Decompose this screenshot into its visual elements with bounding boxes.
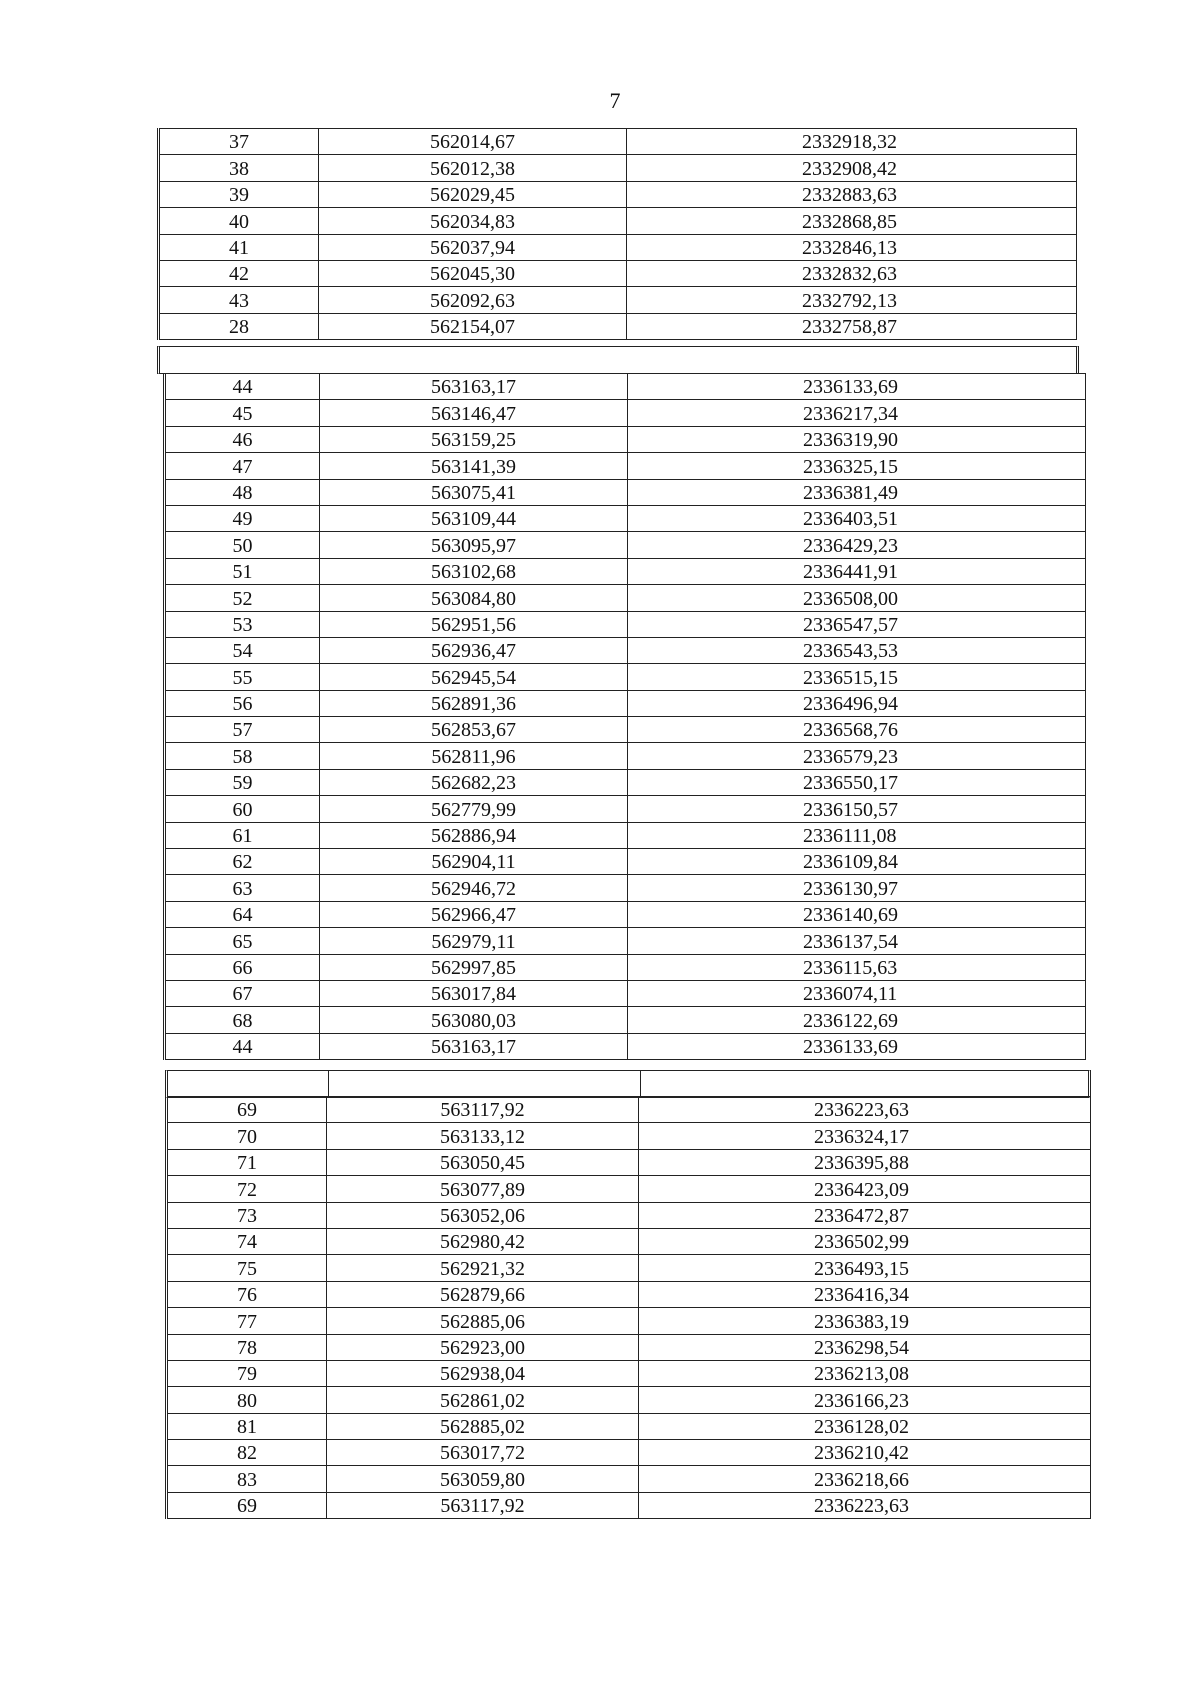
- y-coordinate-cell: 2336383,19: [639, 1308, 1091, 1334]
- table-row: [165, 743, 1086, 769]
- table-row: [165, 849, 1086, 875]
- table-row: [167, 1176, 1091, 1202]
- x-coordinate-cell: 562966,47: [320, 901, 628, 927]
- point-number-cell: 68: [165, 1007, 320, 1033]
- point-number-cell: 47: [165, 453, 320, 479]
- point-number-cell: 57: [165, 717, 320, 743]
- y-coordinate-cell: 2336218,66: [639, 1466, 1091, 1492]
- x-coordinate-cell: 563052,06: [327, 1202, 639, 1228]
- y-coordinate-cell: 2332918,32: [627, 129, 1077, 155]
- point-number-cell: 58: [165, 743, 320, 769]
- x-coordinate-cell: 563146,47: [320, 400, 628, 426]
- x-coordinate-cell: 563084,80: [320, 585, 628, 611]
- y-coordinate-cell: 2336423,09: [639, 1176, 1091, 1202]
- point-number-cell: 62: [165, 849, 320, 875]
- table-row: [165, 453, 1086, 479]
- table-separator-row: [157, 346, 1079, 374]
- point-number-cell: 55: [165, 664, 320, 690]
- x-coordinate-cell: 563075,41: [320, 479, 628, 505]
- point-number-cell: 52: [165, 585, 320, 611]
- y-coordinate-cell: 2336502,99: [639, 1228, 1091, 1254]
- table-row: [165, 717, 1086, 743]
- point-number-cell: 60: [165, 796, 320, 822]
- x-coordinate-cell: 562980,42: [327, 1228, 639, 1254]
- y-coordinate-cell: 2336403,51: [628, 505, 1086, 531]
- y-coordinate-cell: 2336472,87: [639, 1202, 1091, 1228]
- table-row: [165, 374, 1086, 400]
- point-number-cell: 51: [165, 558, 320, 584]
- point-number-cell: 79: [167, 1360, 327, 1386]
- table-row: [167, 1387, 1091, 1413]
- x-coordinate-cell: 562012,38: [319, 155, 627, 181]
- point-number-cell: 63: [165, 875, 320, 901]
- table-row: [167, 1334, 1091, 1360]
- table-row: [159, 181, 1077, 207]
- x-coordinate-cell: 562891,36: [320, 690, 628, 716]
- table-row: [165, 479, 1086, 505]
- y-coordinate-cell: 2336133,69: [628, 374, 1086, 400]
- point-number-cell: 48: [165, 479, 320, 505]
- x-coordinate-cell: 562861,02: [327, 1387, 639, 1413]
- table-row: [165, 690, 1086, 716]
- point-number-cell: 43: [159, 287, 319, 313]
- point-number-cell: 82: [167, 1440, 327, 1466]
- y-coordinate-cell: 2336128,02: [639, 1413, 1091, 1439]
- x-coordinate-cell: 562682,23: [320, 769, 628, 795]
- table-row: [167, 1123, 1091, 1149]
- x-coordinate-cell: 562045,30: [319, 260, 627, 286]
- y-coordinate-cell: 2336515,15: [628, 664, 1086, 690]
- table-row: [165, 1007, 1086, 1033]
- y-coordinate-cell: 2336166,23: [639, 1387, 1091, 1413]
- point-number-cell: 66: [165, 954, 320, 980]
- table-row: [167, 1466, 1091, 1492]
- point-number-cell: 65: [165, 928, 320, 954]
- x-coordinate-cell: 562921,32: [327, 1255, 639, 1281]
- table-row: [165, 532, 1086, 558]
- point-number-cell: 44: [165, 374, 320, 400]
- y-coordinate-cell: 2336508,00: [628, 585, 1086, 611]
- x-coordinate-cell: 562936,47: [320, 637, 628, 663]
- coordinates-table-block-2: [163, 373, 1086, 1060]
- y-coordinate-cell: 2336324,17: [639, 1123, 1091, 1149]
- x-coordinate-cell: 562923,00: [327, 1334, 639, 1360]
- point-number-cell: 74: [167, 1228, 327, 1254]
- point-number-cell: 41: [159, 234, 319, 260]
- y-coordinate-cell: 2336140,69: [628, 901, 1086, 927]
- table-row: [165, 954, 1086, 980]
- point-number-cell: 37: [159, 129, 319, 155]
- point-number-cell: 59: [165, 769, 320, 795]
- y-coordinate-cell: 2336130,97: [628, 875, 1086, 901]
- x-coordinate-cell: 563163,17: [320, 1033, 628, 1059]
- table-row: [167, 1149, 1091, 1175]
- y-coordinate-cell: 2336115,63: [628, 954, 1086, 980]
- y-coordinate-cell: 2336381,49: [628, 479, 1086, 505]
- x-coordinate-cell: 562779,99: [320, 796, 628, 822]
- y-coordinate-cell: 2336298,54: [639, 1334, 1091, 1360]
- table-row: [167, 1281, 1091, 1307]
- coordinates-table-block-3: [165, 1096, 1091, 1519]
- table-row: [165, 875, 1086, 901]
- x-coordinate-cell: 562154,07: [319, 313, 627, 339]
- table-row: [165, 928, 1086, 954]
- table-row: [159, 313, 1077, 339]
- table-row: [165, 505, 1086, 531]
- point-number-cell: 61: [165, 822, 320, 848]
- x-coordinate-cell: 562979,11: [320, 928, 628, 954]
- table-row: [159, 155, 1077, 181]
- x-coordinate-cell: 562029,45: [319, 181, 627, 207]
- table-row: [167, 1255, 1091, 1281]
- point-number-cell: 81: [167, 1413, 327, 1439]
- point-number-cell: 44: [165, 1033, 320, 1059]
- y-coordinate-cell: 2336223,63: [639, 1097, 1091, 1123]
- point-number-cell: 56: [165, 690, 320, 716]
- point-number-cell: 76: [167, 1281, 327, 1307]
- x-coordinate-cell: 562946,72: [320, 875, 628, 901]
- x-coordinate-cell: 563117,92: [327, 1097, 639, 1123]
- y-coordinate-cell: 2332792,13: [627, 287, 1077, 313]
- y-coordinate-cell: 2336496,94: [628, 690, 1086, 716]
- y-coordinate-cell: 2336074,11: [628, 980, 1086, 1006]
- x-coordinate-cell: 562014,67: [319, 129, 627, 155]
- point-number-cell: 54: [165, 637, 320, 663]
- x-coordinate-cell: 562945,54: [320, 664, 628, 690]
- table-row: [167, 1097, 1091, 1123]
- x-coordinate-cell: 562034,83: [319, 208, 627, 234]
- table-row: [159, 234, 1077, 260]
- y-coordinate-cell: 2336217,34: [628, 400, 1086, 426]
- y-coordinate-cell: 2336210,42: [639, 1440, 1091, 1466]
- x-coordinate-cell: 562938,04: [327, 1360, 639, 1386]
- point-number-cell: 69: [167, 1097, 327, 1123]
- point-number-cell: 72: [167, 1176, 327, 1202]
- x-coordinate-cell: 563102,68: [320, 558, 628, 584]
- table-row: [165, 558, 1086, 584]
- y-coordinate-cell: 2336150,57: [628, 796, 1086, 822]
- y-coordinate-cell: 2336416,34: [639, 1281, 1091, 1307]
- y-coordinate-cell: 2336547,57: [628, 611, 1086, 637]
- y-coordinate-cell: 2336429,23: [628, 532, 1086, 558]
- table-row: [165, 611, 1086, 637]
- y-coordinate-cell: 2336550,17: [628, 769, 1086, 795]
- x-coordinate-cell: 562886,94: [320, 822, 628, 848]
- table-row: [165, 426, 1086, 452]
- x-coordinate-cell: 563163,17: [320, 374, 628, 400]
- x-coordinate-cell: 563017,72: [327, 1440, 639, 1466]
- x-coordinate-cell: 563159,25: [320, 426, 628, 452]
- y-coordinate-cell: 2332846,13: [627, 234, 1077, 260]
- table-row: [167, 1308, 1091, 1334]
- table-row: [165, 1033, 1086, 1059]
- y-coordinate-cell: 2336395,88: [639, 1149, 1091, 1175]
- x-coordinate-cell: 562037,94: [319, 234, 627, 260]
- x-coordinate-cell: 563050,45: [327, 1149, 639, 1175]
- table-row: [159, 129, 1077, 155]
- x-coordinate-cell: 563080,03: [320, 1007, 628, 1033]
- table-row: [165, 796, 1086, 822]
- x-coordinate-cell: 563141,39: [320, 453, 628, 479]
- table-row: [167, 1360, 1091, 1386]
- point-number-cell: 77: [167, 1308, 327, 1334]
- point-number-cell: 46: [165, 426, 320, 452]
- coordinates-table-block-1: [157, 128, 1077, 340]
- y-coordinate-cell: 2336137,54: [628, 928, 1086, 954]
- y-coordinate-cell: 2332758,87: [627, 313, 1077, 339]
- y-coordinate-cell: 2332908,42: [627, 155, 1077, 181]
- table-row: [167, 1202, 1091, 1228]
- y-coordinate-cell: 2336579,23: [628, 743, 1086, 769]
- point-number-cell: 49: [165, 505, 320, 531]
- y-coordinate-cell: 2336543,53: [628, 637, 1086, 663]
- y-coordinate-cell: 2336133,69: [628, 1033, 1086, 1059]
- y-coordinate-cell: 2336493,15: [639, 1255, 1091, 1281]
- x-coordinate-cell: 562885,06: [327, 1308, 639, 1334]
- page-number: 7: [609, 88, 621, 113]
- table-row: [165, 980, 1086, 1006]
- x-coordinate-cell: 562997,85: [320, 954, 628, 980]
- table-row: [167, 1440, 1091, 1466]
- y-coordinate-cell: 2332883,63: [627, 181, 1077, 207]
- point-number-cell: 70: [167, 1123, 327, 1149]
- table-separator-row: [165, 1070, 1091, 1098]
- table-row: [165, 400, 1086, 426]
- table-row: [159, 287, 1077, 313]
- point-number-cell: 71: [167, 1149, 327, 1175]
- x-coordinate-cell: 563017,84: [320, 980, 628, 1006]
- table-row: [159, 260, 1077, 286]
- point-number-cell: 50: [165, 532, 320, 558]
- point-number-cell: 67: [165, 980, 320, 1006]
- x-coordinate-cell: 563133,12: [327, 1123, 639, 1149]
- table-row: [165, 637, 1086, 663]
- point-number-cell: 69: [167, 1492, 327, 1518]
- point-number-cell: 73: [167, 1202, 327, 1228]
- x-coordinate-cell: 563095,97: [320, 532, 628, 558]
- table-row: [159, 208, 1077, 234]
- x-coordinate-cell: 562092,63: [319, 287, 627, 313]
- table-row: [165, 769, 1086, 795]
- y-coordinate-cell: 2336319,90: [628, 426, 1086, 452]
- x-coordinate-cell: 562879,66: [327, 1281, 639, 1307]
- point-number-cell: 38: [159, 155, 319, 181]
- x-coordinate-cell: 563077,89: [327, 1176, 639, 1202]
- y-coordinate-cell: 2336223,63: [639, 1492, 1091, 1518]
- point-number-cell: 83: [167, 1466, 327, 1492]
- point-number-cell: 78: [167, 1334, 327, 1360]
- x-coordinate-cell: 562885,02: [327, 1413, 639, 1439]
- y-coordinate-cell: 2336441,91: [628, 558, 1086, 584]
- y-coordinate-cell: 2336213,08: [639, 1360, 1091, 1386]
- table-row: [165, 901, 1086, 927]
- point-number-cell: 28: [159, 313, 319, 339]
- point-number-cell: 39: [159, 181, 319, 207]
- x-coordinate-cell: 563109,44: [320, 505, 628, 531]
- x-coordinate-cell: 563117,92: [327, 1492, 639, 1518]
- x-coordinate-cell: 562951,56: [320, 611, 628, 637]
- point-number-cell: 75: [167, 1255, 327, 1281]
- y-coordinate-cell: 2336568,76: [628, 717, 1086, 743]
- point-number-cell: 53: [165, 611, 320, 637]
- table-row: [167, 1413, 1091, 1439]
- point-number-cell: 64: [165, 901, 320, 927]
- y-coordinate-cell: 2332832,63: [627, 260, 1077, 286]
- x-coordinate-cell: 562904,11: [320, 849, 628, 875]
- table-row: [167, 1228, 1091, 1254]
- point-number-cell: 80: [167, 1387, 327, 1413]
- y-coordinate-cell: 2336325,15: [628, 453, 1086, 479]
- point-number-cell: 42: [159, 260, 319, 286]
- point-number-cell: 40: [159, 208, 319, 234]
- x-coordinate-cell: 562811,96: [320, 743, 628, 769]
- table-row: [165, 822, 1086, 848]
- y-coordinate-cell: 2336109,84: [628, 849, 1086, 875]
- y-coordinate-cell: 2336111,08: [628, 822, 1086, 848]
- table-row: [165, 664, 1086, 690]
- y-coordinate-cell: 2332868,85: [627, 208, 1077, 234]
- x-coordinate-cell: 562853,67: [320, 717, 628, 743]
- table-row: [167, 1492, 1091, 1518]
- x-coordinate-cell: 563059,80: [327, 1466, 639, 1492]
- y-coordinate-cell: 2336122,69: [628, 1007, 1086, 1033]
- table-row: [165, 585, 1086, 611]
- point-number-cell: 45: [165, 400, 320, 426]
